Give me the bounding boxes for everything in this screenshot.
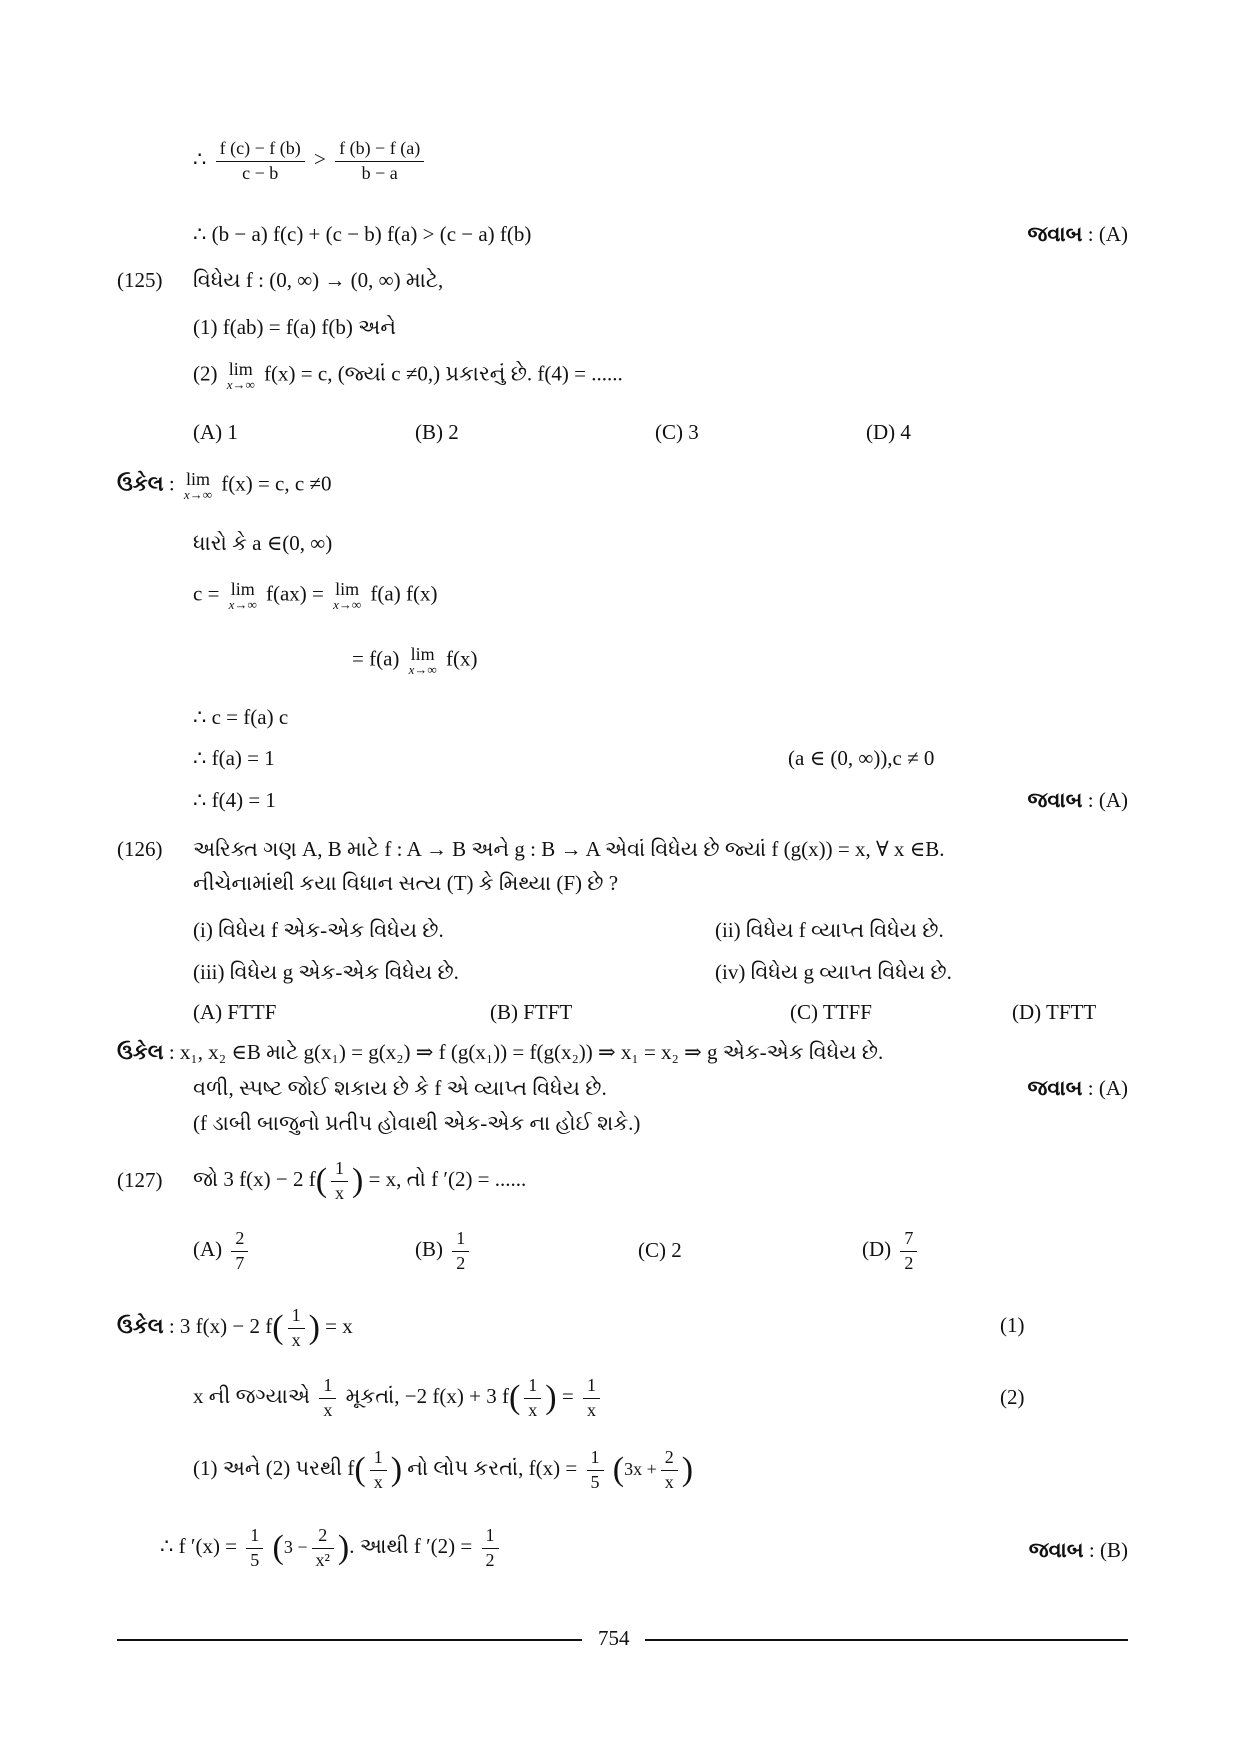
- answer-127: જવાબ : (B): [1028, 1538, 1128, 1562]
- solution-125-line4: = f(a) lim x→∞ f(x): [352, 644, 478, 677]
- q127-stem: જો 3 f(x) − 2 f( $\frac{1}{x}$ ) = x, તો f ′(2) = ......: [193, 1158, 527, 1203]
- q126-option-b: (B) FTFT: [490, 1000, 573, 1024]
- solution-125-line7: ∴ f(4) = 1: [193, 788, 276, 812]
- fraction-lhs: $\frac{f (c) - f (b)}{c - b}$: [216, 138, 305, 184]
- solution-125-line2: ધારો કે a ∈(0, ∞): [193, 531, 333, 555]
- solution-125-note: (a ∈ (0, ∞)),c ≠ 0: [788, 746, 935, 770]
- q127-option-c: (C) 2: [638, 1238, 682, 1262]
- fraction-rhs: $\frac{f (b) - f (a)}{b - a}$: [335, 138, 424, 184]
- solution-label: ઉકેલ: [117, 1313, 164, 1338]
- solution-label: ઉકેલ: [117, 471, 164, 496]
- equation-tag-1: (1): [1000, 1313, 1025, 1337]
- q126-statement-3: (iii) વિધેય g એક-એક વિધેય છે.: [193, 960, 459, 984]
- solution-127-line1: ઉકેલ : 3 f(x) − 2 f( $\frac{1}{x}$ ) = x: [117, 1305, 353, 1350]
- question-number-126: (126): [117, 837, 163, 861]
- solution-label: ઉકેલ: [117, 1040, 164, 1064]
- solution-127-line3: (1) અને (2) પરથી f( $\frac{1}{x}$ ) નો લોપ કરતાં, f(x) = $\frac{1}{5}$ (3x + $\frac{2}{x}$ ): [193, 1447, 694, 1492]
- answer-top: જવાબ : (A): [1027, 222, 1128, 246]
- solution-127-line4: ∴ f ′(x) = $\frac{1}{5}$ (3 − $\frac{2}{\text{x²}}$ ). આથી f ′(2) = $\frac{1}{2}$: [160, 1525, 503, 1571]
- solution-127-line2: x ની જગ્યાએ $\frac{1}{x}$ મૂકતાં, −2 f(x) + 3 f( $\frac{1}{x}$ ) = $\frac{1}{x}$: [193, 1375, 604, 1421]
- q125-option-d: (D) 4: [866, 420, 911, 444]
- solution-125-line5: ∴ c = f(a) c: [193, 705, 289, 729]
- footer-rule-right: [645, 1639, 1128, 1641]
- q127-option-d: (D) $\frac{7}{2}$: [862, 1228, 921, 1274]
- q127-option-a: (A) $\frac{2}{7}$: [193, 1228, 252, 1274]
- solution-125-line6: ∴ f(a) = 1: [193, 746, 275, 770]
- q126-statement-2: (ii) વિધેય f વ્યાપ્ત વિધેય છે.: [715, 918, 944, 942]
- q126-option-a: (A) FTTF: [193, 1000, 277, 1024]
- solution-126-line2: વળી, સ્પષ્ટ જોઈ શકાય છે કે f એ વ્યાપ્ત વિધેય છે.: [193, 1076, 607, 1100]
- q125-stem: વિધેય f : (0, ∞) → (0, ∞) માટે,: [193, 268, 444, 292]
- limit-expression: lim x→∞: [226, 359, 255, 392]
- q127-option-b: (B) $\frac{1}{2}$: [415, 1228, 473, 1274]
- conclusion-line: ∴ (b − a) f(c) + (c − b) f(a) > (c − a) f(b): [193, 222, 532, 246]
- q125-cond2: (2) lim x→∞ f(x) = c, (જ્યાં c ≠0,) પ્રકારનું છે. f(4) = ......: [193, 359, 623, 392]
- q126-stem-2: નીચેનામાંથી કયા વિધાન સત્ય (T) કે મિથ્યા (F) છે ?: [193, 871, 619, 895]
- question-number-125: (125): [117, 268, 163, 292]
- footer-rule-left: [117, 1639, 582, 1641]
- equation-tag-2: (2): [1000, 1385, 1025, 1409]
- question-number-127: (127): [117, 1168, 163, 1192]
- answer-126: જવાબ : (A): [1027, 1076, 1128, 1100]
- q126-statement-4: (iv) વિધેય g વ્યાપ્ત વિધેય છે.: [715, 960, 952, 984]
- solution-125-line1: ઉકેલ : lim x→∞ f(x) = c, c ≠0: [117, 469, 332, 502]
- solution-125-line3: c = lim x→∞ f(ax) = lim x→∞ f(a) f(x): [193, 579, 438, 612]
- q125-option-c: (C) 3: [655, 420, 699, 444]
- solution-126-line3: (f ડાબી બાજુનો પ્રતીપ હોવાથી એક-એક ના હોઈ શકે.): [193, 1111, 641, 1135]
- inequality-line: ∴ $\frac{f (c) - f (b)}{c - b}$ > $\frac{f (b) - f (a)}{b - a}$: [193, 138, 428, 184]
- q125-cond1: (1) f(ab) = f(a) f(b) અને: [193, 315, 396, 339]
- q126-statement-1: (i) વિધેય f એક-એક વિધેય છે.: [193, 918, 444, 942]
- q126-option-d: (D) TFTT: [1012, 1000, 1097, 1024]
- q126-option-c: (C) TTFF: [790, 1000, 872, 1024]
- q125-option-a: (A) 1: [193, 420, 238, 444]
- solution-126-line1: ઉકેલ : x₁, x₂ ∈B માટે g(x₁) = g(x₂) ⇒ f (g(x₁)) = f(g(x₂)) ⇒ x₁ = x₂ ⇒ g એક-એક વિધેય છે.: [117, 1040, 884, 1064]
- page-number: 754: [598, 1626, 630, 1650]
- therefore-symbol: ∴: [193, 146, 207, 171]
- q125-option-b: (B) 2: [415, 420, 459, 444]
- answer-125: જવાબ : (A): [1027, 788, 1128, 812]
- q126-stem-1: અરિક્ત ગણ A, B માટે f : A → B અને g : B → A એવાં વિધેય છે જ્યાં f (g(x)) = x, ∀ x ∈B.: [193, 837, 945, 861]
